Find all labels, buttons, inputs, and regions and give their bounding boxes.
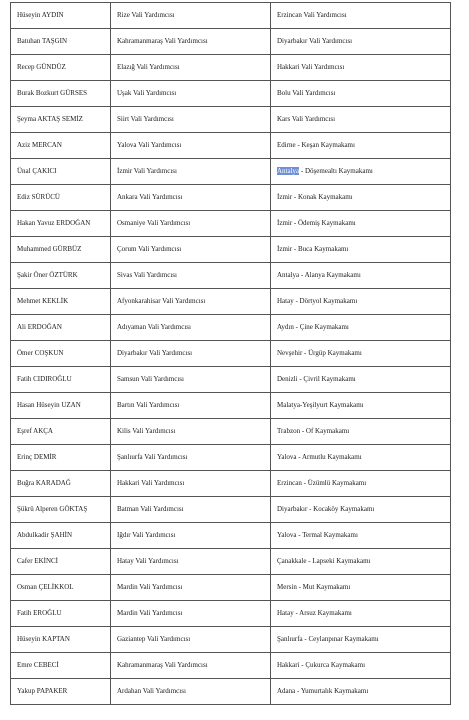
current-post-cell: Bartın Vali Yardımcısı — [111, 393, 271, 419]
person-name-cell: Ali ERDOĞAN — [11, 315, 111, 341]
person-name-cell: Emre CEBECİ — [11, 653, 111, 679]
new-post-cell: Edirne - Keşan Kaymakamı — [271, 133, 451, 159]
new-post-cell — [271, 159, 451, 185]
person-name-cell: Eşref AKÇA — [11, 419, 111, 445]
new-post-cell: Çanakkale - Lapseki Kaymakamı — [271, 549, 451, 575]
new-post-text: - Döşemealtı Kaymakamı — [299, 167, 373, 175]
current-post-cell: Kahramanmaraş Vali Yardımcısı — [111, 653, 271, 679]
new-post-cell: Antalya - Alanya Kaymakamı — [271, 263, 451, 289]
person-name-cell: Cafer EKİNCİ — [11, 549, 111, 575]
appointment-table-body — [11, 3, 451, 705]
table-row — [11, 185, 451, 211]
new-post-cell: Malatya-Yeşilyurt Kaymakamı — [271, 393, 451, 419]
table-row — [11, 237, 451, 263]
new-post-cell: Hakkari Vali Yardımcısı — [271, 55, 451, 81]
table-row — [11, 289, 451, 315]
current-post-cell: Adıyaman Vali Yardımcısı — [111, 315, 271, 341]
table-row — [11, 159, 451, 185]
new-post-cell: Erzincan Vali Yardımcısı — [271, 3, 451, 29]
table-row — [11, 471, 451, 497]
selected-text-highlight: Antalya — [277, 167, 300, 175]
new-post-cell: Denizli - Çivril Kaymakamı — [271, 367, 451, 393]
new-post-cell: Yalova - Armutlu Kaymakamı — [271, 445, 451, 471]
new-post-cell: Bolu Vali Yardımcısı — [271, 81, 451, 107]
person-name-cell: Ömer COŞKUN — [11, 341, 111, 367]
current-post-cell: Batman Vali Yardımcısı — [111, 497, 271, 523]
current-post-cell: Rize Vali Yardımcısı — [111, 3, 271, 29]
person-name-cell: Burak Bozkurt GÜRSES — [11, 81, 111, 107]
current-post-cell: Siirt Vali Yardımcısı — [111, 107, 271, 133]
person-name-cell: Hüseyin KAPTAN — [11, 627, 111, 653]
new-post-cell: Hatay - Arsuz Kaymakamı — [271, 601, 451, 627]
table-row — [11, 3, 451, 29]
table-row — [11, 263, 451, 289]
table-row — [11, 29, 451, 55]
new-post-cell: Nevşehir - Ürgüp Kaymakamı — [271, 341, 451, 367]
table-row — [11, 601, 451, 627]
new-post-cell: Aydın - Çine Kaymakamı — [271, 315, 451, 341]
new-post-cell: Trabzon - Of Kaymakamı — [271, 419, 451, 445]
appointment-table — [10, 2, 451, 705]
person-name-cell: Aziz MERCAN — [11, 133, 111, 159]
new-post-cell: Adana - Yumurtalık Kaymakamı — [271, 679, 451, 705]
current-post-cell: Uşak Vali Yardımcısı — [111, 81, 271, 107]
person-name-cell: Hakan Yavuz ERDOĞAN — [11, 211, 111, 237]
table-row — [11, 133, 451, 159]
current-post-cell: Çorum Vali Yardımcısı — [111, 237, 271, 263]
table-row — [11, 627, 451, 653]
current-post-cell: Yalova Vali Yardımcısı — [111, 133, 271, 159]
new-post-cell: Diyarbakır Vali Yardımcısı — [271, 29, 451, 55]
current-post-cell: Iğdır Vali Yardımcısı — [111, 523, 271, 549]
person-name-cell: Abdulkadir ŞAHİN — [11, 523, 111, 549]
table-row — [11, 653, 451, 679]
table-row — [11, 549, 451, 575]
table-row — [11, 419, 451, 445]
table-row — [11, 497, 451, 523]
new-post-cell: Diyarbakır - Kocaköy Kaymakamı — [271, 497, 451, 523]
table-row — [11, 211, 451, 237]
person-name-cell: Batuhan TAŞGIN — [11, 29, 111, 55]
table-row — [11, 679, 451, 705]
person-name-cell: Hasan Hüseyin UZAN — [11, 393, 111, 419]
table-row — [11, 81, 451, 107]
current-post-cell: Elazığ Vali Yardımcısı — [111, 55, 271, 81]
new-post-cell: Şanlıurfa - Ceylanpınar Kaymakamı — [271, 627, 451, 653]
person-name-cell: Recep GÜNDÜZ — [11, 55, 111, 81]
table-row — [11, 107, 451, 133]
current-post-cell: Sivas Vali Yardımcısı — [111, 263, 271, 289]
new-post-cell: Hakkari - Çukurca Kaymakamı — [271, 653, 451, 679]
current-post-cell: Osmaniye Vali Yardımcısı — [111, 211, 271, 237]
person-name-cell: Mehmet KEKLİK — [11, 289, 111, 315]
new-post-cell: Hatay - Dörtyol Kaymakamı — [271, 289, 451, 315]
person-name-cell: Hüseyin AYDIN — [11, 3, 111, 29]
table-row — [11, 367, 451, 393]
person-name-cell: Osman ÇELİKKOL — [11, 575, 111, 601]
table-row — [11, 55, 451, 81]
new-post-cell: Mersin - Mut Kaymakamı — [271, 575, 451, 601]
new-post-cell: Yalova - Termal Kaymakamı — [271, 523, 451, 549]
table-row — [11, 523, 451, 549]
person-name-cell: Şakir Öner ÖZTÜRK — [11, 263, 111, 289]
new-post-cell: İzmir - Ödemiş Kaymakamı — [271, 211, 451, 237]
current-post-cell: Hakkari Vali Yardımcısı — [111, 471, 271, 497]
current-post-cell: Mardin Vali Yardımcısı — [111, 575, 271, 601]
person-name-cell: Fatih EROĞLU — [11, 601, 111, 627]
current-post-cell: Afyonkarahisar Vali Yardımcısı — [111, 289, 271, 315]
person-name-cell: Erinç DEMİR — [11, 445, 111, 471]
person-name-cell: Ünal ÇAKICI — [11, 159, 111, 185]
new-post-cell: İzmir - Konak Kaymakamı — [271, 185, 451, 211]
current-post-cell: Mardin Vali Yardımcısı — [111, 601, 271, 627]
person-name-cell: Buğra KARADAĞ — [11, 471, 111, 497]
table-row — [11, 445, 451, 471]
person-name-cell: Şükrü Alperen GÖKTAŞ — [11, 497, 111, 523]
current-post-cell: İzmir Vali Yardımcısı — [111, 159, 271, 185]
new-post-cell: İzmir - Buca Kaymakamı — [271, 237, 451, 263]
current-post-cell: Hatay Vali Yardımcısı — [111, 549, 271, 575]
person-name-cell: Ediz SÜRÜCÜ — [11, 185, 111, 211]
table-row — [11, 575, 451, 601]
current-post-cell: Şanlıurfa Vali Yardımcısı — [111, 445, 271, 471]
new-post-cell: Kars Vali Yardımcısı — [271, 107, 451, 133]
person-name-cell: Muhammed GÜRBÜZ — [11, 237, 111, 263]
current-post-cell: Ankara Vali Yardımcısı — [111, 185, 271, 211]
person-name-cell: Şeyma AKTAŞ SEMİZ — [11, 107, 111, 133]
table-row — [11, 393, 451, 419]
current-post-cell: Kilis Vali Yardımcısı — [111, 419, 271, 445]
current-post-cell: Kahramanmaraş Vali Yardımcısı — [111, 29, 271, 55]
person-name-cell: Yakup PAPAKER — [11, 679, 111, 705]
table-row — [11, 341, 451, 367]
person-name-cell: Fatih CIDIROĞLU — [11, 367, 111, 393]
table-row — [11, 315, 451, 341]
new-post-cell: Erzincan - Üzümlü Kaymakamı — [271, 471, 451, 497]
current-post-cell: Samsun Vali Yardımcısı — [111, 367, 271, 393]
current-post-cell: Diyarbakır Vali Yardımcısı — [111, 341, 271, 367]
current-post-cell: Gaziantep Vali Yardımcısı — [111, 627, 271, 653]
current-post-cell: Ardahan Vali Yardımcısı — [111, 679, 271, 705]
